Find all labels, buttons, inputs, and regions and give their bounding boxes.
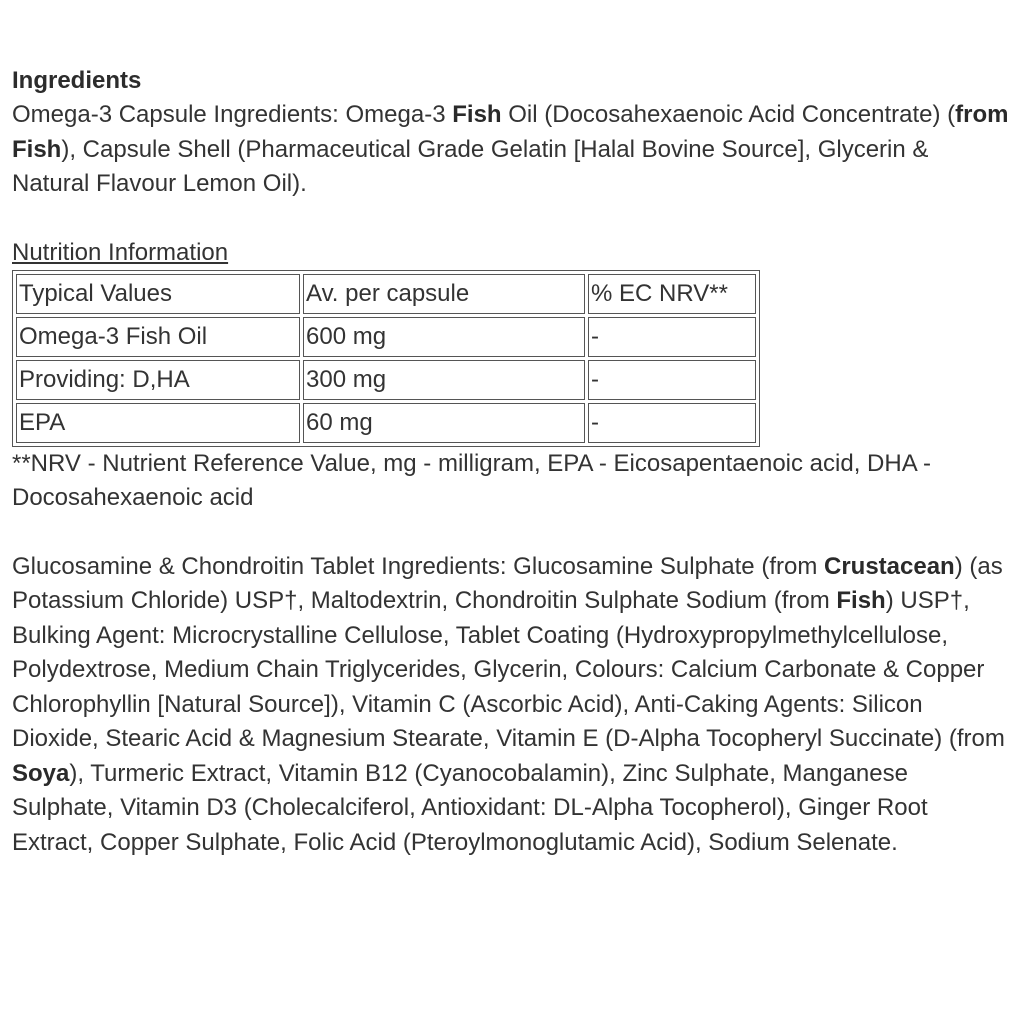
table-cell: 300 mg xyxy=(303,360,585,400)
header-cell: Typical Values xyxy=(16,274,300,314)
table-cell: Omega-3 Fish Oil xyxy=(16,317,300,357)
text-segment: Omega-3 Capsule Ingredients: Omega-3 xyxy=(12,101,453,128)
spacer xyxy=(12,202,1012,236)
table-row xyxy=(16,317,756,357)
omega-ingredients-text xyxy=(12,98,1012,202)
text-segment: ) (as Potassium Chloride) USP†, Maltodextrin, Chondroitin Sulphate Sodium (from xyxy=(12,552,1003,614)
spacer xyxy=(12,516,1012,550)
table-cell: - xyxy=(588,360,756,400)
text-segment: Oil (Docosahexaenoic Acid Concentrate) ( xyxy=(501,101,956,128)
allergen-fish: Fish xyxy=(452,101,502,128)
ingredients-heading: Ingredients xyxy=(12,67,142,94)
table-row xyxy=(16,403,756,443)
table-row xyxy=(16,360,756,400)
allergen-crustacean: Crustacean xyxy=(823,552,955,580)
allergen-fish: Fish xyxy=(836,587,886,614)
text-segment: ), Capsule Shell (Pharmaceutical Grade Gelatin [Halal Bovine Source], Glycerin & Natural Flavour Lemon Oil). xyxy=(12,135,929,197)
nrv-footnote: **NRV - Nutrient Reference Value, mg - milligram, EPA - Eicosapentaenoic acid, DHA - Docosahexaenoic acid xyxy=(12,449,932,511)
text-segment: ), Turmeric Extract, Vitamin B12 (Cyanocobalamin), Zinc Sulphate, Manganese Sulphate, Vitamin D3 (Cholecalciferol, Antioxidant: DL-Alpha Tocopherol), Ginger Root Extract, Copper Sulphate, Folic Acid (Pteroylmonoglutamic Acid), Sodium Selenate. xyxy=(12,759,928,856)
nutrition-title: Nutrition Information xyxy=(12,238,229,266)
text-segment: ) USP†, Bulking Agent: Microcrystalline Cellulose, Tablet Coating (Hydroxypropylmethylcellulose, Polydextrose, Medium Chain Triglycerides, Glycerin, Colours: Calcium Carbonate & Copper Chlorophyllin [Natural Source]), Vitamin C (Ascorbic Acid), Anti-Caking Agents: Silicon Dioxide, Stearic Acid & Magnesium Stearate, Vitamin E (D-Alpha Tocopheryl Succinate) (from xyxy=(12,587,1005,752)
table-cell: - xyxy=(588,317,756,357)
nutrition-table xyxy=(12,270,760,447)
table-header-row xyxy=(16,274,756,314)
allergen-soya: Soya xyxy=(12,759,70,787)
table-cell: EPA xyxy=(16,403,300,443)
table-cell: Providing: D,HA xyxy=(16,360,300,400)
table-cell: - xyxy=(588,403,756,443)
header-cell: Av. per capsule xyxy=(303,274,585,314)
table-cell: 60 mg xyxy=(303,403,585,443)
table-cell: 600 mg xyxy=(303,317,585,357)
glucosamine-ingredients-text xyxy=(12,550,1012,861)
header-cell: % EC NRV** xyxy=(588,274,756,314)
allergen-from-fish: from Fish xyxy=(12,101,1009,163)
product-info xyxy=(12,64,1012,860)
text-segment: Glucosamine & Chondroitin Tablet Ingredients: Glucosamine Sulphate (from xyxy=(12,552,824,580)
